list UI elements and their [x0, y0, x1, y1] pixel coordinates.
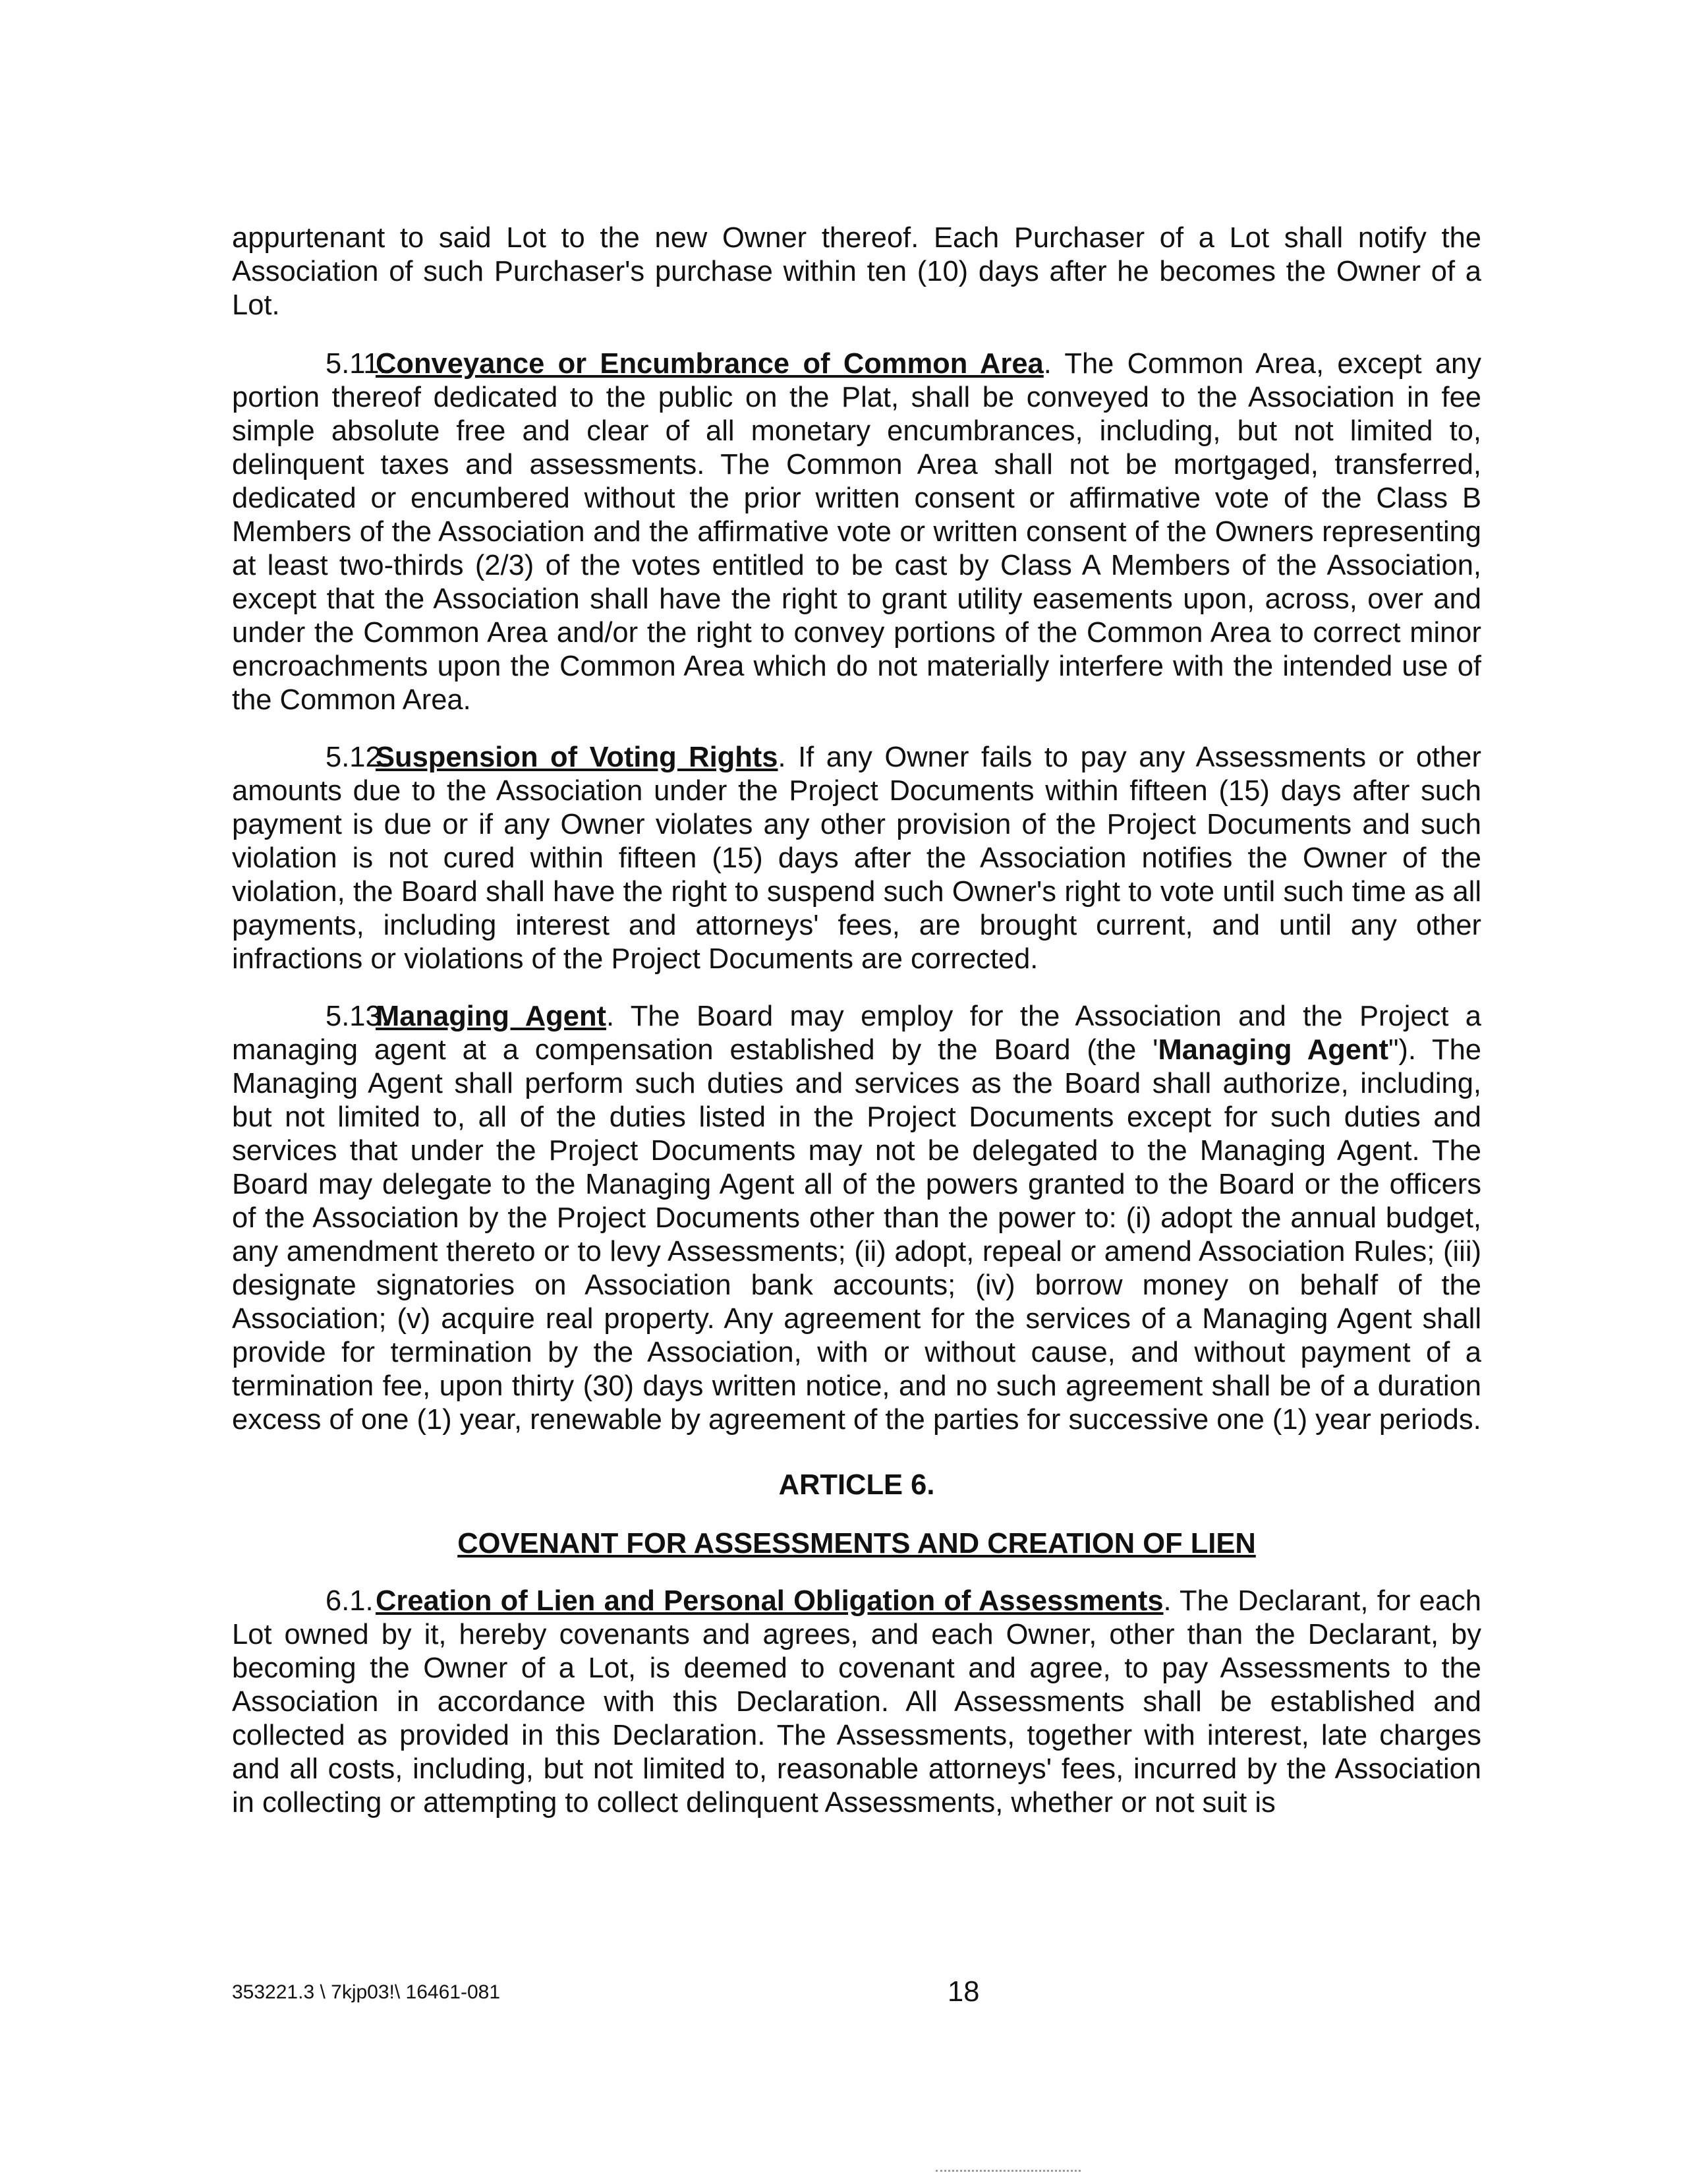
- section-body-a: . The Board may employ for the Association and the Project a managing agent at a compensation established by the Board (the ': [232, 1001, 1481, 1066]
- article-label: ARTICLE 6.: [778, 1469, 935, 1501]
- section-number: 5.13.: [326, 1001, 389, 1032]
- paragraph-continuation: appurtenant to said Lot to the new Owner thereof. Each Purchaser of a Lot shall notify the Association of such Purchaser's purchase within ten (10) days after he becomes the Owner of a Lot.: [232, 222, 1481, 321]
- section-number: 6.1.: [326, 1585, 374, 1617]
- section-heading: Conveyance or Encumbrance of Common Area: [376, 348, 1044, 380]
- section-body-b: "). The Managing Agent shall perform such duties and services as the Board shall authorize, including, but not limited to, all of the duties listed in the Project Documents except for such duties and services that under the Project Documents may not be delegated to the Managing Agent. The Board may delegate to the Managing Agent all of the powers granted to the Board or the officers of the Association by the Project Documents other than the power to: (i) adopt the annual budget, any amendment thereto or to levy Assessments; (ii) adopt, repeal or amend Association Rules; (iii) designate signatories on Association bank accounts; (iv) borrow money on behalf of the Association; (v) acquire real property. Any agreement for the services of a Managing Agent shall provide for termination by the Association, with or without cause, and without payment of a termination fee, upon thirty (30) days written notice, and no such agreement shall be of a duration excess of one (1) year, renewable by agreement of the parties for successive one (1) year periods.: [232, 1034, 1481, 1436]
- document-id: 353221.3 \ 7kjp03!\ 16461-081: [232, 1981, 501, 2003]
- section-5-11: [232, 347, 1481, 717]
- section-body: . The Common Area, except any portion thereof dedicated to the public on the Plat, shall be conveyed to the Association in fee simple absolute free and clear of all monetary encumbrances, including, but not limited to, delinquent taxes and assessments. The Common Area shall not be mortgaged, transferred, dedicated or encumbered without the prior written consent or affirmative vote of the Class B Members of the Association and the affirmative vote or written consent of the Owners representing at least two-thirds (2/3) of the votes entitled to be cast by Class A Members of the Association, except that the Association shall have the right to grant utility easements upon, across, over and under the Common Area and/or the right to convey portions of the Common Area to correct minor encroachments upon the Common Area which do not materially interfere with the intended use of the Common Area.: [232, 348, 1481, 716]
- section-heading: Creation of Lien and Personal Obligation of Assessments: [376, 1585, 1164, 1617]
- section-number: 5.12.: [326, 742, 389, 773]
- section-heading: Suspension of Voting Rights: [376, 742, 778, 773]
- document-page: [232, 221, 1481, 1820]
- defined-term: Managing Agent: [1158, 1034, 1388, 1066]
- section-5-12: [232, 741, 1481, 976]
- article-title: COVENANT FOR ASSESSMENTS AND CREATION OF LIEN: [457, 1528, 1256, 1559]
- section-6-1: [232, 1585, 1481, 1820]
- section-number: 5.11.: [326, 348, 387, 380]
- scan-artifact: [936, 2170, 1081, 2174]
- section-body: . If any Owner fails to pay any Assessments or other amounts due to the Association under the Project Documents within fifteen (15) days after such payment is due or if any Owner violates any other provision of the Project Documents and such violation is not cured within fifteen (15) days after the Association notifies the Owner of the violation, the Board shall have the right to suspend such Owner's right to vote until such time as all payments, including interest and attorneys' fees, are brought current, and until any other infractions or violations of the Project Documents are corrected.: [232, 742, 1481, 975]
- page-footer: [232, 1976, 1481, 2016]
- section-5-13: [232, 1000, 1481, 1437]
- page-number: 18: [948, 1976, 980, 2008]
- section-body: . The Declarant, for each Lot owned by it, hereby covenants and agrees, and each Owner, other than the Declarant, by becoming the Owner of a Lot, is deemed to covenant and agree, to pay Assessments to the Association in accordance with this Declaration. All Assessments shall be established and collected as provided in this Declaration. The Assessments, together with interest, late charges and all costs, including, but not limited to, reasonable attorneys' fees, incurred by the Association in collecting or attempting to collect delinquent Assessments, whether or not suit is: [232, 1585, 1482, 1819]
- section-heading: Managing Agent: [376, 1001, 607, 1032]
